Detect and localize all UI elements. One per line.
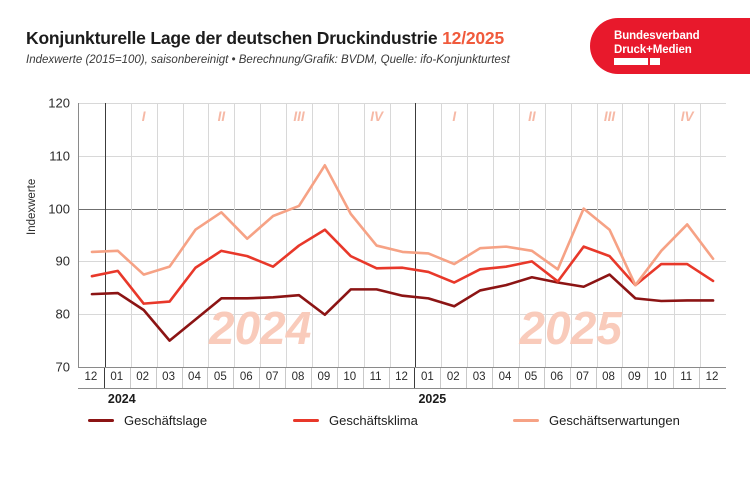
x-axis-tick-label: 08: [602, 371, 615, 383]
y-axis-label: Indexwerte: [26, 178, 38, 235]
page-title: [26, 28, 586, 49]
x-axis-tick-label: 11: [680, 371, 693, 383]
x-axis-tick-separator: [596, 368, 597, 388]
chart-legend: [88, 413, 728, 435]
x-axis-tick-label: 12: [705, 371, 719, 383]
x-axis-tick-separator: [104, 368, 105, 388]
x-axis-tick-label: 01: [110, 371, 124, 383]
x-axis-tick-separator: [130, 368, 131, 388]
x-axis-tick-separator: [570, 368, 571, 388]
x-axis-tick-label: 10: [343, 371, 357, 383]
logo-bar-icon: [614, 58, 648, 65]
x-axis-tick-separator: [156, 368, 157, 388]
x-axis-tick-label: 07: [576, 371, 590, 383]
x-axis-tick-separator: [285, 368, 286, 388]
x-axis-tick-label: 10: [653, 371, 667, 383]
legend-label: Geschäftslage: [124, 413, 208, 428]
quarter-label: I: [452, 109, 457, 124]
x-axis-year-label: 2025: [418, 392, 447, 406]
x-axis-tick-label: 06: [550, 371, 564, 383]
x-axis-tick-separator: [544, 368, 545, 388]
x-axis-tick-separator: [363, 368, 364, 388]
series-lines: [79, 103, 726, 367]
x-axis-tick-label: 05: [524, 371, 538, 383]
x-axis-tick-separator: [699, 368, 700, 388]
x-axis-tick-label: 05: [213, 371, 227, 383]
logo-line-1: Bundesverband: [614, 30, 700, 42]
plot-area: [48, 95, 726, 375]
x-axis-tick-separator: [518, 368, 519, 388]
legend-swatch-icon: [293, 419, 319, 422]
x-axis-tick-separator: [207, 368, 208, 388]
quarter-label: III: [603, 109, 616, 124]
series-line: [92, 275, 713, 341]
watermark-year: 2024: [208, 302, 312, 355]
legend-label: Geschäftsklima: [329, 413, 418, 428]
title-period: 12/2025: [442, 28, 504, 48]
logo-text: [614, 30, 700, 57]
x-axis-tick-label: 01: [420, 371, 434, 383]
x-axis-tick-separator: [621, 368, 622, 388]
x-axis-tick-separator: [182, 368, 183, 388]
x-axis-tick-separator: [440, 368, 441, 388]
x-axis-tick-separator: [673, 368, 674, 388]
y-axis-tick-label: 110: [49, 148, 70, 164]
quarter-label: II: [528, 109, 536, 124]
legend-label: Geschäftserwartungen: [549, 413, 680, 428]
x-axis-tick-label: 12: [395, 371, 408, 383]
y-axis-tick-label: 70: [55, 359, 70, 375]
x-axis-tick-separator: [492, 368, 493, 388]
x-axis-tick-separator: [259, 368, 260, 388]
legend-item[interactable]: [88, 413, 207, 428]
y-axis-tick-label: 100: [48, 201, 70, 217]
x-axis-tick-separator: [466, 368, 467, 388]
logo-line-2: Druck+Medien: [614, 43, 692, 56]
x-axis-tick-label: 07: [265, 371, 279, 383]
title-main: Konjunkturelle Lage der deutschen Druckindustrie: [26, 28, 438, 48]
legend-item[interactable]: [513, 413, 680, 428]
x-axis-tick-label: 02: [446, 371, 460, 383]
quarter-label: II: [217, 109, 226, 124]
x-axis-tick-separator: [233, 368, 234, 388]
quarter-label: IV: [680, 109, 694, 124]
legend-swatch-icon: [88, 419, 114, 422]
quarter-label: IV: [370, 109, 383, 124]
legend-item[interactable]: [293, 413, 418, 428]
x-axis-tick-separator: [389, 368, 390, 388]
x-axis-tick-label: 02: [136, 371, 150, 383]
watermark-year: 2025: [519, 302, 622, 355]
x-axis-tick-label: 09: [317, 371, 331, 383]
x-axis-tick-separator: [311, 368, 312, 388]
x-axis-tick-label: 04: [188, 371, 201, 383]
x-axis: [78, 367, 726, 389]
y-axis-tick-label: 90: [55, 253, 70, 269]
chart-header: [26, 28, 586, 66]
legend-swatch-icon: [513, 419, 539, 422]
chart-subtitle: Indexwerte (2015=100), saisonbereinigt • Berechnung/Grafik: BVDM, Quelle: ifo-Konjunkturtest: [26, 54, 510, 66]
y-axis-tick-label: 120: [48, 95, 70, 111]
x-axis-tick-label: 08: [291, 371, 305, 383]
x-axis-tick-label: 12: [84, 371, 98, 383]
x-axis-tick-label: 04: [498, 371, 512, 383]
x-axis-tick-label: 03: [162, 371, 175, 383]
y-axis-tick-label: 80: [55, 306, 70, 322]
x-axis-tick-separator: [414, 368, 415, 388]
bvdm-logo: [590, 18, 750, 74]
quarter-label: III: [293, 109, 305, 124]
x-axis-tick-label: 03: [472, 371, 486, 383]
quarter-label: I: [141, 109, 146, 124]
x-axis-tick-label: 11: [369, 371, 382, 383]
logo-bar-secondary-icon: [650, 58, 660, 65]
x-axis-year-label: 2024: [107, 392, 136, 406]
x-axis-tick-separator: [647, 368, 648, 388]
x-axis-tick-label: 09: [628, 371, 641, 383]
series-line: [92, 230, 713, 304]
x-axis-tick-separator: [337, 368, 338, 388]
x-axis-tick-label: 06: [239, 371, 253, 383]
